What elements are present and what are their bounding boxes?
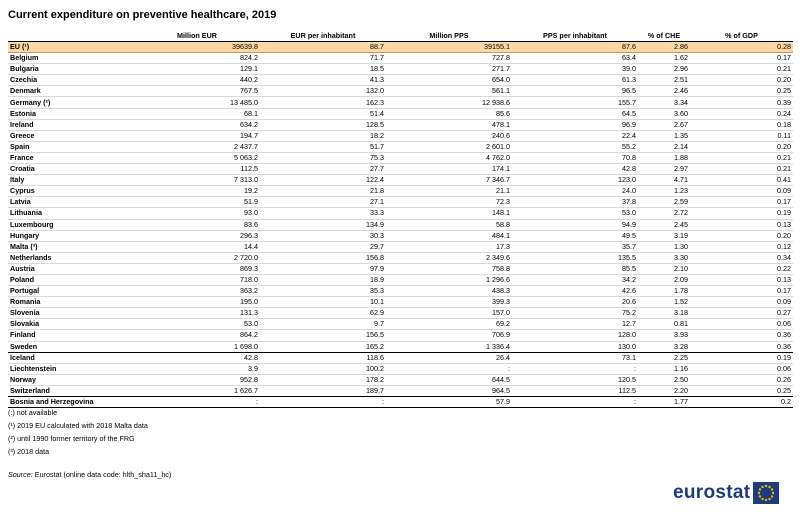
table-cell: 824.2 [134, 53, 260, 64]
table-cell: 2.51 [638, 75, 690, 86]
table-cell: 41.3 [260, 75, 386, 86]
table-cell: 0.20 [690, 141, 793, 152]
logo-star [759, 495, 761, 497]
row-label: Italy [8, 175, 134, 186]
table-cell: 654.0 [386, 75, 512, 86]
logo-star [762, 486, 764, 488]
table-cell: 22.4 [512, 130, 638, 141]
table-cell: 0.27 [690, 308, 793, 319]
footnote: (²) until 1990 former territory of the FRG [8, 434, 135, 443]
table-cell: 12.7 [512, 319, 638, 330]
table-cell: 484.1 [386, 230, 512, 241]
table-cell: 120.5 [512, 374, 638, 385]
row-label: Slovakia [8, 319, 134, 330]
table-cell: 1.23 [638, 186, 690, 197]
table-cell: 0.2 [690, 397, 793, 408]
table-cell: 134.9 [260, 219, 386, 230]
header-cell: Million PPS [386, 31, 512, 42]
table-row [8, 352, 793, 363]
table-cell: 0.20 [690, 230, 793, 241]
row-label: Poland [8, 274, 134, 285]
table-cell: 2.09 [638, 274, 690, 285]
table-cell: 162.3 [260, 97, 386, 108]
source-line [8, 470, 171, 479]
table-cell: 0.09 [690, 186, 793, 197]
table-cell: 0.28 [690, 42, 793, 53]
table-cell: 0.19 [690, 352, 793, 363]
table-row [8, 141, 793, 152]
table-cell: 100.2 [260, 363, 386, 374]
logo-star [772, 492, 774, 494]
table-row [8, 241, 793, 252]
table-cell: 20.6 [512, 297, 638, 308]
table-cell: 33.3 [260, 208, 386, 219]
table-cell: 18.5 [260, 64, 386, 75]
table-cell: 39.0 [512, 64, 638, 75]
table-cell: 178.2 [260, 374, 386, 385]
table-cell: 26.4 [386, 352, 512, 363]
table-cell: 18.9 [260, 274, 386, 285]
table-cell: 29.7 [260, 241, 386, 252]
table-cell: 561.1 [386, 86, 512, 97]
table-cell: 118.6 [260, 352, 386, 363]
table-cell: 68.1 [134, 108, 260, 119]
row-label: Norway [8, 374, 134, 385]
table-cell: 0.81 [638, 319, 690, 330]
table-cell: 3.19 [638, 230, 690, 241]
table-cell: 5 063.2 [134, 152, 260, 163]
table-cell: : [260, 397, 386, 408]
row-label: Iceland [8, 352, 134, 363]
table-cell: 129.1 [134, 64, 260, 75]
table-cell: 85.6 [386, 108, 512, 119]
row-label: Latvia [8, 197, 134, 208]
logo-star [759, 488, 761, 490]
table-cell: 10.1 [260, 297, 386, 308]
table-cell: 42.8 [134, 352, 260, 363]
table-cell: 438.3 [386, 286, 512, 297]
table-cell: 0.13 [690, 274, 793, 285]
header-cell: % of GDP [690, 31, 793, 42]
table-cell: 0.12 [690, 241, 793, 252]
table-cell: 30.3 [260, 230, 386, 241]
header-row [8, 31, 793, 42]
table-cell: 62.9 [260, 308, 386, 319]
table-cell: 0.21 [690, 164, 793, 175]
table-cell: 75.3 [260, 152, 386, 163]
table-row [8, 97, 793, 108]
footnote: (:) not available [8, 408, 58, 417]
table-cell: 727.8 [386, 53, 512, 64]
row-label: Sweden [8, 341, 134, 352]
table-cell: 1 296.6 [386, 274, 512, 285]
eu-stars-icon [753, 482, 779, 504]
table-cell: 2.67 [638, 119, 690, 130]
table-row [8, 341, 793, 352]
table-cell: 71.7 [260, 53, 386, 64]
header-cell: PPS per inhabitant [512, 31, 638, 42]
table-row [8, 75, 793, 86]
logo-star [758, 492, 760, 494]
table-row [8, 308, 793, 319]
table-cell: 85.5 [512, 263, 638, 274]
table-cell: 61.3 [512, 75, 638, 86]
table-cell: 34.2 [512, 274, 638, 285]
footnotes [8, 406, 148, 458]
table-cell: 2.86 [638, 42, 690, 53]
table-cell: 53.0 [512, 208, 638, 219]
table-cell: 97.9 [260, 263, 386, 274]
table-cell: 1.16 [638, 363, 690, 374]
table-row [8, 152, 793, 163]
table-row [8, 374, 793, 385]
table-cell: 3.30 [638, 252, 690, 263]
table-cell: 0.39 [690, 97, 793, 108]
table-cell: 2.10 [638, 263, 690, 274]
table-cell: 1.62 [638, 53, 690, 64]
row-label: Cyprus [8, 186, 134, 197]
table-cell: 706.9 [386, 330, 512, 341]
table-cell: 2.96 [638, 64, 690, 75]
table-cell: 869.3 [134, 263, 260, 274]
table-cell: 156.8 [260, 252, 386, 263]
table-cell: 3.60 [638, 108, 690, 119]
data-table [8, 31, 793, 408]
table-cell: 1.52 [638, 297, 690, 308]
table-cell: 27.7 [260, 164, 386, 175]
header-cell: Million EUR [134, 31, 260, 42]
row-label: Denmark [8, 86, 134, 97]
table-cell: : [512, 397, 638, 408]
table-cell: 2.25 [638, 352, 690, 363]
table-cell: 19.2 [134, 186, 260, 197]
table-row [8, 86, 793, 97]
table-cell: 0.21 [690, 152, 793, 163]
table-cell: 195.0 [134, 297, 260, 308]
table-cell: 17.3 [386, 241, 512, 252]
chart-title: Current expenditure on preventive healthcare, 2019 [8, 9, 277, 21]
table-row [8, 274, 793, 285]
table-cell: 0.25 [690, 385, 793, 396]
table-cell: 0.36 [690, 341, 793, 352]
row-label: Bosnia and Herzegovina [8, 397, 134, 408]
table-cell: 2.45 [638, 219, 690, 230]
table-row [8, 363, 793, 374]
table-cell: 1.78 [638, 286, 690, 297]
table-row [8, 219, 793, 230]
table-cell: 63.4 [512, 53, 638, 64]
table-cell: 0.09 [690, 297, 793, 308]
table-row [8, 130, 793, 141]
row-label: EU (¹) [8, 42, 134, 53]
table-cell: 634.2 [134, 119, 260, 130]
table-row [8, 263, 793, 274]
table-cell: 1.88 [638, 152, 690, 163]
table-cell: 2.59 [638, 197, 690, 208]
table-cell: 148.1 [386, 208, 512, 219]
table-cell: 13 485.0 [134, 97, 260, 108]
logo-star [771, 495, 773, 497]
table-cell: 132.0 [260, 86, 386, 97]
table-cell: 3.28 [638, 341, 690, 352]
table-cell: 123.0 [512, 175, 638, 186]
table-cell: 0.13 [690, 219, 793, 230]
table-cell: 51.9 [134, 197, 260, 208]
table-cell: 0.17 [690, 286, 793, 297]
table-cell: 1.77 [638, 397, 690, 408]
row-label: Luxembourg [8, 219, 134, 230]
table-cell: 75.2 [512, 308, 638, 319]
table-cell: 42.6 [512, 286, 638, 297]
table-cell: 165.2 [260, 341, 386, 352]
row-label: Belgium [8, 53, 134, 64]
table-cell: 0.18 [690, 119, 793, 130]
table-cell: 4.71 [638, 175, 690, 186]
logo-text: eurostat [673, 482, 751, 503]
table-cell: 1.35 [638, 130, 690, 141]
table-cell: 363.2 [134, 286, 260, 297]
table-cell: 96.5 [512, 86, 638, 97]
table-cell: 194.7 [134, 130, 260, 141]
row-label: Portugal [8, 286, 134, 297]
table-cell: 0.34 [690, 252, 793, 263]
table-cell: 156.5 [260, 330, 386, 341]
table-cell: 3.18 [638, 308, 690, 319]
table-row [8, 208, 793, 219]
footnote: (³) 2018 data [8, 447, 50, 456]
table-cell: 35.3 [260, 286, 386, 297]
table-cell: 2 437.7 [134, 141, 260, 152]
table-cell: 0.22 [690, 263, 793, 274]
table-cell: 69.2 [386, 319, 512, 330]
row-label: Austria [8, 263, 134, 274]
eu-row [8, 42, 793, 53]
row-label: Lithuania [8, 208, 134, 219]
table-cell: 2.72 [638, 208, 690, 219]
table-cell: 0.19 [690, 208, 793, 219]
table-cell: 70.8 [512, 152, 638, 163]
table-cell: 24.0 [512, 186, 638, 197]
table-cell: 189.7 [260, 385, 386, 396]
table-cell: 3.34 [638, 97, 690, 108]
logo-star [762, 498, 764, 500]
table-cell: 35.7 [512, 241, 638, 252]
table-cell: 271.7 [386, 64, 512, 75]
table-cell: 2.46 [638, 86, 690, 97]
table-cell: 296.3 [134, 230, 260, 241]
table-cell: 440.2 [134, 75, 260, 86]
row-label: Estonia [8, 108, 134, 119]
row-label: Ireland [8, 119, 134, 130]
row-label: Malta (³) [8, 241, 134, 252]
table-cell: 1 698.0 [134, 341, 260, 352]
logo-star [771, 488, 773, 490]
eurostat-logo [673, 482, 779, 504]
table-cell: 14.4 [134, 241, 260, 252]
table-cell: 39155.1 [386, 42, 512, 53]
table-cell: 18.2 [260, 130, 386, 141]
row-label: Spain [8, 141, 134, 152]
table-cell: 128.5 [260, 119, 386, 130]
table-cell: 58.8 [386, 219, 512, 230]
row-label: Germany (²) [8, 97, 134, 108]
table-cell: 1 336.4 [386, 341, 512, 352]
table-cell: 122.4 [260, 175, 386, 186]
table-cell: 0.17 [690, 53, 793, 64]
table-cell: 37.8 [512, 197, 638, 208]
table-cell: 51.4 [260, 108, 386, 119]
row-label: Liechtenstein [8, 363, 134, 374]
table-cell: 399.3 [386, 297, 512, 308]
table-cell: 0.11 [690, 130, 793, 141]
table-cell: 72.3 [386, 197, 512, 208]
logo-star [765, 485, 767, 487]
table-row [8, 252, 793, 263]
table-cell: : [512, 363, 638, 374]
table-cell: 644.5 [386, 374, 512, 385]
table-cell: 57.9 [386, 397, 512, 408]
table-cell: 2 601.0 [386, 141, 512, 152]
row-label: Slovenia [8, 308, 134, 319]
table-cell: 49.5 [512, 230, 638, 241]
table-cell: 864.2 [134, 330, 260, 341]
row-label: Bulgaria [8, 64, 134, 75]
table-cell: 1.30 [638, 241, 690, 252]
table-cell: 55.2 [512, 141, 638, 152]
table-cell: 94.9 [512, 219, 638, 230]
table-cell: 131.3 [134, 308, 260, 319]
table-cell: 0.06 [690, 319, 793, 330]
row-label: Greece [8, 130, 134, 141]
table-cell: 2.97 [638, 164, 690, 175]
table-row [8, 230, 793, 241]
table-cell: 7 313.0 [134, 175, 260, 186]
row-label: Czechia [8, 75, 134, 86]
table-cell: 135.5 [512, 252, 638, 263]
table-cell: 3.9 [134, 363, 260, 374]
table-cell: 0.41 [690, 175, 793, 186]
row-label: Romania [8, 297, 134, 308]
header-cell: EUR per inhabitant [260, 31, 386, 42]
table-cell: 0.17 [690, 197, 793, 208]
table-cell: 3.93 [638, 330, 690, 341]
table-cell: 0.25 [690, 86, 793, 97]
table-cell: 39639.8 [134, 42, 260, 53]
table-cell: 42.8 [512, 164, 638, 175]
table-cell: 83.6 [134, 219, 260, 230]
row-label: Switzerland [8, 385, 134, 396]
table-cell: 0.21 [690, 64, 793, 75]
table-cell: 112.5 [134, 164, 260, 175]
table-row [8, 64, 793, 75]
table-cell: 130.0 [512, 341, 638, 352]
table-cell: 2.14 [638, 141, 690, 152]
table-cell: 0.20 [690, 75, 793, 86]
table-cell: 2.50 [638, 374, 690, 385]
table-row [8, 119, 793, 130]
table-row [8, 385, 793, 396]
table-cell: : [386, 363, 512, 374]
logo-star [769, 486, 771, 488]
table-cell: 240.6 [386, 130, 512, 141]
header-cell-country [8, 31, 134, 42]
table-cell: 88.7 [260, 42, 386, 53]
table-cell: 0.06 [690, 363, 793, 374]
table-cell: 73.1 [512, 352, 638, 363]
table-cell: 155.7 [512, 97, 638, 108]
table-cell: 53.0 [134, 319, 260, 330]
source-label: Source: [8, 470, 33, 479]
table-cell: 2 349.6 [386, 252, 512, 263]
table-row [8, 197, 793, 208]
source-text: Eurostat (online data code: hlth_sha11_hc) [32, 470, 172, 479]
table-cell: 21.1 [386, 186, 512, 197]
table-cell: 12 938.6 [386, 97, 512, 108]
table-cell: 112.5 [512, 385, 638, 396]
table-row [8, 297, 793, 308]
table-cell: 157.0 [386, 308, 512, 319]
header-cell: % of CHE [638, 31, 690, 42]
table-row [8, 330, 793, 341]
table-row [8, 286, 793, 297]
table-cell: 27.1 [260, 197, 386, 208]
table-cell: 478.1 [386, 119, 512, 130]
table-cell: 51.7 [260, 141, 386, 152]
table-cell: 2 720.0 [134, 252, 260, 263]
table-cell: 4 762.0 [386, 152, 512, 163]
table-row [8, 175, 793, 186]
table-cell: 1 626.7 [134, 385, 260, 396]
table-row [8, 319, 793, 330]
table-cell: 952.8 [134, 374, 260, 385]
row-label: Netherlands [8, 252, 134, 263]
table-cell: 0.24 [690, 108, 793, 119]
table-cell: 96.9 [512, 119, 638, 130]
table-cell: : [134, 397, 260, 408]
table-cell: 0.36 [690, 330, 793, 341]
table-row [8, 186, 793, 197]
logo-star [769, 498, 771, 500]
row-label: Croatia [8, 164, 134, 175]
logo-star [765, 499, 767, 501]
table-cell: 7 346.7 [386, 175, 512, 186]
table-cell: 767.5 [134, 86, 260, 97]
table-row [8, 108, 793, 119]
table-row [8, 53, 793, 64]
table-cell: 174.1 [386, 164, 512, 175]
table-cell: 2.20 [638, 385, 690, 396]
table-cell: 0.26 [690, 374, 793, 385]
table-row [8, 164, 793, 175]
row-label: Finland [8, 330, 134, 341]
table-cell: 964.5 [386, 385, 512, 396]
table-cell: 718.0 [134, 274, 260, 285]
table-cell: 128.0 [512, 330, 638, 341]
table-cell: 9.7 [260, 319, 386, 330]
footnote: (¹) 2019 EU calculated with 2018 Malta data [8, 421, 148, 430]
row-label: France [8, 152, 134, 163]
table-cell: 64.5 [512, 108, 638, 119]
table-cell: 93.0 [134, 208, 260, 219]
table-cell: 87.6 [512, 42, 638, 53]
table-cell: 758.8 [386, 263, 512, 274]
table-cell: 21.8 [260, 186, 386, 197]
row-label: Hungary [8, 230, 134, 241]
